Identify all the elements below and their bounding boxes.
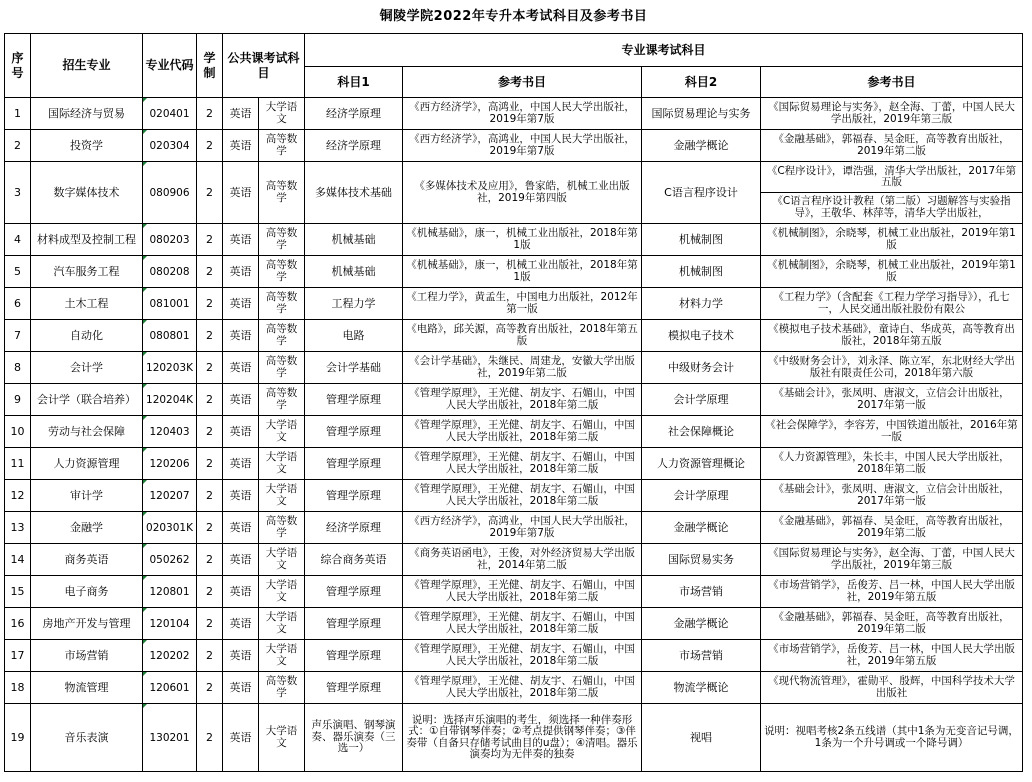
cell-public-2: 高等数学 <box>259 384 305 416</box>
cell-years: 2 <box>197 576 223 608</box>
cell-years: 2 <box>197 320 223 352</box>
cell-ref2: 《机械制图》，余晓琴，机械工业出版社，2019年第1版 <box>761 224 1023 256</box>
cell-subject1: 管理学原理 <box>305 640 403 672</box>
cell-ref2: 《人力资源管理》，朱长丰，中国人民大学出版社，2018年第二版 <box>761 448 1023 480</box>
cell-public-2: 大学语文 <box>259 576 305 608</box>
cell-ref2: 《市场营销学》，岳俊芳、吕一林，中国人民大学出版社，2019年第五版 <box>761 576 1023 608</box>
cell-public-2: 大学语文 <box>259 480 305 512</box>
cell-public-1: 英语 <box>223 320 259 352</box>
cell-subject2: 国际贸易实务 <box>642 544 761 576</box>
cell-code: 120206 <box>143 448 197 480</box>
cell-years: 2 <box>197 162 223 224</box>
header-public: 公共课考试科目 <box>223 34 305 98</box>
cell-public-1: 英语 <box>223 162 259 224</box>
cell-major: 金融学 <box>31 512 143 544</box>
cell-code: 120202 <box>143 640 197 672</box>
cell-ref2: 《金融基础》，郭福春、吴金旺，高等教育出版社，2019年第二版 <box>761 512 1023 544</box>
header-subject2: 科目2 <box>642 67 761 98</box>
cell-ref2: 《模拟电子技术基础》，童诗白、华成英，高等教育出版社，2018年第五版 <box>761 320 1023 352</box>
cell-seq: 7 <box>5 320 31 352</box>
table-row <box>5 672 1023 704</box>
cell-subject1: 机械基础 <box>305 224 403 256</box>
header-ref2: 参考书目 <box>761 67 1023 98</box>
cell-public-1: 英语 <box>223 288 259 320</box>
cell-ref1: 《西方经济学》，高鸿业，中国人民大学出版社，2019年第7版 <box>403 512 642 544</box>
cell-subject2: 会计学原理 <box>642 480 761 512</box>
cell-subject1: 经济学原理 <box>305 130 403 162</box>
cell-ref1: 《管理学原理》，王光健、胡友宇、石媚山，中国人民大学出版社，2018年第二版 <box>403 608 642 640</box>
cell-seq: 14 <box>5 544 31 576</box>
cell-years: 2 <box>197 256 223 288</box>
cell-ref1: 《机械基础》，康一，机械工业出版社，2018年第1版 <box>403 224 642 256</box>
cell-years: 2 <box>197 130 223 162</box>
cell-years: 2 <box>197 288 223 320</box>
cell-code: 080208 <box>143 256 197 288</box>
cell-years: 2 <box>197 512 223 544</box>
cell-subject1: 会计学基础 <box>305 352 403 384</box>
table-row <box>5 352 1023 384</box>
cell-public-1: 英语 <box>223 576 259 608</box>
cell-major: 材料成型及控制工程 <box>31 224 143 256</box>
cell-subject1: 管理学原理 <box>305 672 403 704</box>
cell-seq: 1 <box>5 98 31 130</box>
cell-public-1: 英语 <box>223 544 259 576</box>
cell-ref2: 《工程力学》（含配套《工程力学学习指导》），孔七一，人民交通出版社股份有限公 <box>761 288 1023 320</box>
cell-subject1: 声乐演唱、钢琴演奏、器乐演奏（三选一） <box>305 704 403 772</box>
cell-major: 投资学 <box>31 130 143 162</box>
cell-subject1: 综合商务英语 <box>305 544 403 576</box>
table-row <box>5 320 1023 352</box>
cell-major: 电子商务 <box>31 576 143 608</box>
cell-ref1: 《管理学原理》，王光健、胡友宇、石媚山，中国人民大学出版社，2018年第二版 <box>403 640 642 672</box>
header-subject1: 科目1 <box>305 67 403 98</box>
table-row <box>5 384 1023 416</box>
cell-major: 汽车服务工程 <box>31 256 143 288</box>
table-row <box>5 480 1023 512</box>
cell-code: 130201 <box>143 704 197 772</box>
cell-subject1: 经济学原理 <box>305 98 403 130</box>
cell-ref1: 《工程力学》，黄孟生，中国电力出版社，2012年第一版 <box>403 288 642 320</box>
table-row <box>5 608 1023 640</box>
cell-public-2: 大学语文 <box>259 416 305 448</box>
table-row <box>5 704 1023 772</box>
cell-years: 2 <box>197 448 223 480</box>
cell-public-2: 高等数学 <box>259 130 305 162</box>
cell-public-1: 英语 <box>223 256 259 288</box>
cell-ref1: 《管理学原理》，王光健、胡友宇、石媚山，中国人民大学出版社，2018年第二版 <box>403 384 642 416</box>
cell-subject2: 人力资源管理概论 <box>642 448 761 480</box>
cell-public-2: 大学语文 <box>259 640 305 672</box>
cell-public-2: 大学语文 <box>259 704 305 772</box>
cell-subject2: 国际贸易理论与实务 <box>642 98 761 130</box>
cell-major: 物流管理 <box>31 672 143 704</box>
cell-ref1: 《多媒体技术及应用》，鲁家皓，机械工业出版社，2019年第四版 <box>403 162 642 224</box>
cell-public-1: 英语 <box>223 352 259 384</box>
cell-ref2: 《国际贸易理论与实务》，赵全海、丁蕾，中国人民大学出版社，2019年第三版 <box>761 98 1023 130</box>
cell-years: 2 <box>197 480 223 512</box>
table-title: 铜陵学院2022年专升本考试科目及参考书目 <box>379 8 648 24</box>
cell-subject1: 电路 <box>305 320 403 352</box>
cell-ref1: 《管理学原理》，王光健、胡友宇、石媚山，中国人民大学出版社，2018年第二版 <box>403 672 642 704</box>
table-row <box>5 256 1023 288</box>
cell-seq: 8 <box>5 352 31 384</box>
cell-public-1: 英语 <box>223 608 259 640</box>
cell-ref1: 《西方经济学》，高鸿业，中国人民大学出版社，2019年第7版 <box>403 130 642 162</box>
exam-table <box>4 0 1023 772</box>
cell-major: 土木工程 <box>31 288 143 320</box>
cell-ref2: 《现代物流管理》，霍勋平、殷辉，中国科学技术大学出版社 <box>761 672 1023 704</box>
cell-major: 会计学（联合培养） <box>31 384 143 416</box>
cell-ref1: 说明：选择声乐演唱的考生，须选择一种伴奏形式：①自带钢琴伴奏；②考点提供钢琴伴奏；③伴奏带（自备只存储考试曲目的u盘）；④清唱。器乐演奏均为无伴奏的独奏 <box>403 704 642 772</box>
cell-ref2: 《基础会计》，张凤明、唐淑文，立信会计出版社，2017年第一版 <box>761 480 1023 512</box>
cell-code: 081001 <box>143 288 197 320</box>
cell-subject1: 管理学原理 <box>305 384 403 416</box>
cell-subject1: 管理学原理 <box>305 480 403 512</box>
cell-subject1: 管理学原理 <box>305 448 403 480</box>
cell-major: 房地产开发与管理 <box>31 608 143 640</box>
cell-subject2: 金融学概论 <box>642 608 761 640</box>
cell-ref1: 《西方经济学》，高鸿业，中国人民大学出版社，2019年第7版 <box>403 98 642 130</box>
cell-seq: 19 <box>5 704 31 772</box>
cell-subject2: 视唱 <box>642 704 761 772</box>
ref2-line-1: 《C程序设计》，谭浩强，清华大学出版社，2017年第五版 <box>761 163 1022 193</box>
table-row <box>5 512 1023 544</box>
cell-major: 会计学 <box>31 352 143 384</box>
table-row <box>5 448 1023 480</box>
cell-seq: 13 <box>5 512 31 544</box>
table-row <box>5 162 1023 224</box>
cell-ref2: 《社会保障学》，李容芳，中国铁道出版社，2016年第一版 <box>761 416 1023 448</box>
table-row <box>5 544 1023 576</box>
cell-seq: 4 <box>5 224 31 256</box>
cell-ref1: 《机械基础》，康一，机械工业出版社，2018年第1版 <box>403 256 642 288</box>
header-major: 招生专业 <box>31 34 143 98</box>
cell-years: 2 <box>197 352 223 384</box>
cell-public-1: 英语 <box>223 704 259 772</box>
table-row <box>5 576 1023 608</box>
cell-subject2: C语言程序设计 <box>642 162 761 224</box>
cell-seq: 18 <box>5 672 31 704</box>
cell-subject2: 物流学概论 <box>642 672 761 704</box>
cell-years: 2 <box>197 544 223 576</box>
table-row <box>5 416 1023 448</box>
cell-public-2: 高等数学 <box>259 256 305 288</box>
cell-code: 120601 <box>143 672 197 704</box>
cell-years: 2 <box>197 672 223 704</box>
cell-subject2: 市场营销 <box>642 576 761 608</box>
cell-subject1: 工程力学 <box>305 288 403 320</box>
cell-ref2 <box>761 162 1023 224</box>
cell-subject2: 金融学概论 <box>642 512 761 544</box>
cell-ref1: 《电路》，邱关源，高等教育出版社，2018年第五版 <box>403 320 642 352</box>
cell-major: 审计学 <box>31 480 143 512</box>
cell-subject2: 会计学原理 <box>642 384 761 416</box>
cell-public-2: 大学语文 <box>259 608 305 640</box>
cell-ref2: 《国际贸易理论与实务》，赵全海、丁蕾，中国人民大学出版社，2019年第三版 <box>761 544 1023 576</box>
cell-code: 120104 <box>143 608 197 640</box>
cell-public-1: 英语 <box>223 512 259 544</box>
cell-years: 2 <box>197 384 223 416</box>
header-ref1: 参考书目 <box>403 67 642 98</box>
cell-code: 120207 <box>143 480 197 512</box>
cell-major: 音乐表演 <box>31 704 143 772</box>
cell-seq: 15 <box>5 576 31 608</box>
cell-public-1: 英语 <box>223 224 259 256</box>
cell-code: 020304 <box>143 130 197 162</box>
cell-seq: 16 <box>5 608 31 640</box>
cell-years: 2 <box>197 98 223 130</box>
cell-subject2: 社会保障概论 <box>642 416 761 448</box>
cell-years: 2 <box>197 608 223 640</box>
cell-public-1: 英语 <box>223 640 259 672</box>
cell-subject1: 管理学原理 <box>305 608 403 640</box>
cell-subject1: 管理学原理 <box>305 416 403 448</box>
table-row <box>5 130 1023 162</box>
cell-subject2: 中级财务会计 <box>642 352 761 384</box>
cell-code: 120403 <box>143 416 197 448</box>
cell-seq: 11 <box>5 448 31 480</box>
cell-seq: 10 <box>5 416 31 448</box>
cell-public-1: 英语 <box>223 416 259 448</box>
cell-code: 020301K <box>143 512 197 544</box>
cell-ref1: 《管理学原理》，王光健、胡友宇、石媚山，中国人民大学出版社，2018年第二版 <box>403 480 642 512</box>
cell-seq: 17 <box>5 640 31 672</box>
cell-public-2: 高等数学 <box>259 512 305 544</box>
cell-seq: 6 <box>5 288 31 320</box>
cell-public-2: 高等数学 <box>259 162 305 224</box>
cell-years: 2 <box>197 416 223 448</box>
cell-seq: 9 <box>5 384 31 416</box>
cell-public-1: 英语 <box>223 672 259 704</box>
cell-subject2: 机械制图 <box>642 224 761 256</box>
header-seq: 序号 <box>5 34 31 98</box>
cell-major: 商务英语 <box>31 544 143 576</box>
cell-major: 自动化 <box>31 320 143 352</box>
ref2-line-2: 《C语言程序设计教程（第二版）习题解答与实验指导》，王敬华、林萍等，清华大学出版社， <box>772 195 1011 219</box>
cell-subject2: 金融学概论 <box>642 130 761 162</box>
cell-years: 2 <box>197 224 223 256</box>
cell-public-1: 英语 <box>223 448 259 480</box>
cell-ref1: 《管理学原理》，王光健、胡友宇、石媚山，中国人民大学出版社，2018年第二版 <box>403 576 642 608</box>
table-row <box>5 640 1023 672</box>
cell-ref1: 《管理学原理》，王光健、胡友宇、石媚山，中国人民大学出版社，2018年第二版 <box>403 448 642 480</box>
cell-public-1: 英语 <box>223 480 259 512</box>
cell-ref1: 《商务英语函电》，王俊，对外经济贸易大学出版社，2014年第二版 <box>403 544 642 576</box>
cell-code: 020401 <box>143 98 197 130</box>
header-years: 学制 <box>197 34 223 98</box>
cell-code: 080801 <box>143 320 197 352</box>
cell-code: 120203K <box>143 352 197 384</box>
cell-subject1: 经济学原理 <box>305 512 403 544</box>
cell-public-2: 高等数学 <box>259 320 305 352</box>
cell-seq: 3 <box>5 162 31 224</box>
cell-ref2: 《金融基础》，郭福春、吴金旺，高等教育出版社，2019年第二版 <box>761 130 1023 162</box>
cell-code: 080203 <box>143 224 197 256</box>
cell-major: 人力资源管理 <box>31 448 143 480</box>
cell-ref2: 《金融基础》，郭福春、吴金旺，高等教育出版社，2019年第二版 <box>761 608 1023 640</box>
cell-major: 国际经济与贸易 <box>31 98 143 130</box>
cell-subject2: 机械制图 <box>642 256 761 288</box>
cell-seq: 12 <box>5 480 31 512</box>
cell-code: 080906 <box>143 162 197 224</box>
table-row <box>5 98 1023 130</box>
cell-code: 120801 <box>143 576 197 608</box>
cell-major: 数字媒体技术 <box>31 162 143 224</box>
cell-major: 市场营销 <box>31 640 143 672</box>
cell-subject1: 管理学原理 <box>305 576 403 608</box>
cell-public-2: 高等数学 <box>259 288 305 320</box>
cell-public-2: 高等数学 <box>259 352 305 384</box>
header-professional: 专业课考试科目 <box>305 34 1023 67</box>
cell-ref2: 《市场营销学》，岳俊芳、吕一林，中国人民大学出版社，2019年第五版 <box>761 640 1023 672</box>
cell-ref1: 《管理学原理》，王光健、胡友宇、石媚山，中国人民大学出版社，2018年第二版 <box>403 416 642 448</box>
table-row <box>5 288 1023 320</box>
header-code: 专业代码 <box>143 34 197 98</box>
cell-years: 2 <box>197 640 223 672</box>
cell-public-1: 英语 <box>223 98 259 130</box>
table-row <box>5 224 1023 256</box>
cell-code: 120204K <box>143 384 197 416</box>
cell-major: 劳动与社会保障 <box>31 416 143 448</box>
cell-public-2: 高等数学 <box>259 224 305 256</box>
cell-ref2: 《机械制图》，余晓琴，机械工业出版社，2019年第1版 <box>761 256 1023 288</box>
cell-ref2: 《中级财务会计》，刘永泽、陈立军，东北财经大学出版社有限责任公司，2018年第六版 <box>761 352 1023 384</box>
cell-public-1: 英语 <box>223 130 259 162</box>
cell-seq: 2 <box>5 130 31 162</box>
cell-ref2: 《基础会计》，张凤明、唐淑文，立信会计出版社，2017年第一版 <box>761 384 1023 416</box>
cell-subject2: 材料力学 <box>642 288 761 320</box>
cell-code: 050262 <box>143 544 197 576</box>
cell-public-2: 高等数学 <box>259 672 305 704</box>
cell-ref1: 《会计学基础》，朱继民、周建龙，安徽大学出版社，2019年第二版 <box>403 352 642 384</box>
cell-seq: 5 <box>5 256 31 288</box>
cell-years: 2 <box>197 704 223 772</box>
cell-subject1: 机械基础 <box>305 256 403 288</box>
cell-subject2: 市场营销 <box>642 640 761 672</box>
cell-public-2: 大学语文 <box>259 448 305 480</box>
cell-public-1: 英语 <box>223 384 259 416</box>
cell-ref2: 说明：视唱考核2条五线谱（其中1条为无变音记号调，1条为一个升号调或一个降号调） <box>761 704 1023 772</box>
cell-public-2: 大学语文 <box>259 544 305 576</box>
cell-public-2: 大学语文 <box>259 98 305 130</box>
cell-subject1: 多媒体技术基础 <box>305 162 403 224</box>
cell-subject2: 模拟电子技术 <box>642 320 761 352</box>
